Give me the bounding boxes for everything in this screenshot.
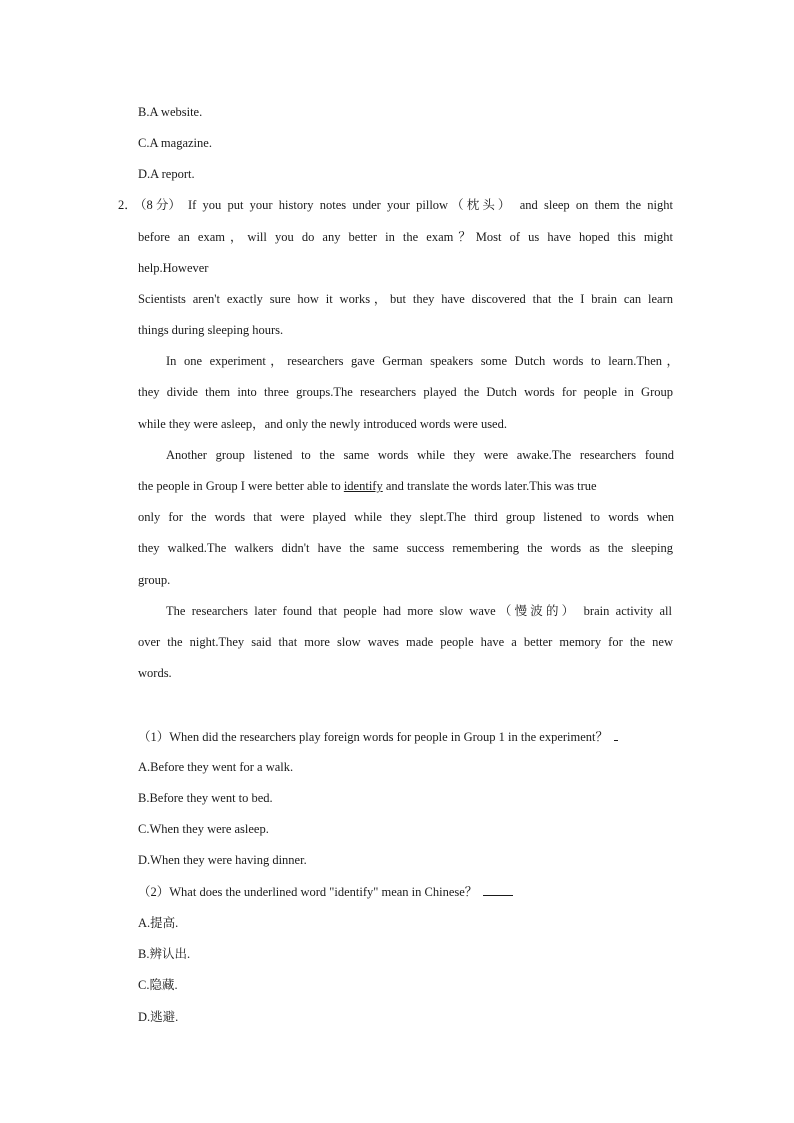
question-points: （8 分） — [134, 198, 181, 212]
paragraph-line: they walked.The walkers didn't have the same success remembering the words as the sleeping — [138, 541, 673, 555]
paragraph-line: The researchers later found that people had more slow wave（慢波的） brain activity all — [166, 604, 672, 618]
answer-blank[interactable] — [614, 728, 618, 741]
paragraph-line: over the night.They said that more slow waves made people have a better memory for the new — [138, 635, 673, 649]
stem-line: things during sleeping hours. — [138, 323, 284, 337]
sub-question-1 — [138, 728, 618, 745]
sub2-option-c: C.隐藏. — [138, 978, 178, 992]
paragraph-line: they divide them into three groups.The researchers played the Dutch words for people in Group — [138, 385, 673, 399]
stem-line: Scientists aren't exactly sure how it works，but they have discovered that the I brain can learn — [138, 292, 673, 306]
stem-line: before an exam，will you do any better in the exam？Most of us have hoped this might — [138, 230, 673, 244]
text-run: and translate the words later.This was true — [382, 479, 597, 493]
option-c: C.A magazine. — [138, 136, 212, 150]
sub-question-2 — [138, 884, 513, 900]
answer-blank[interactable] — [483, 884, 513, 896]
paragraph-line: while they were asleep，and only the newly introduced words were used. — [138, 417, 507, 431]
question-number: 2． — [118, 198, 137, 212]
sub2-option-d: D.逃避. — [138, 1010, 179, 1024]
underlined-word: identify — [343, 479, 383, 493]
sub-question-text: （1）When did the researchers play foreign words for people in Group 1 in the experiment？ — [138, 730, 608, 744]
sub1-option-c: C.When they were asleep. — [138, 822, 269, 836]
paragraph-line: Another group listened to the same words while they were awake.The researchers found — [166, 448, 674, 462]
sub2-option-a: A.提高. — [138, 916, 179, 930]
option-d: D.A report. — [138, 167, 195, 181]
paragraph-line: In one experiment，researchers gave German speakers some Dutch words to learn.Then， — [166, 354, 679, 368]
paragraph-line — [138, 478, 597, 494]
stem-line: help.However — [138, 261, 209, 275]
stem-line: If you put your history notes under your pillow（枕头） and sleep on them the night — [188, 198, 673, 212]
sub-question-text: （2）What does the underlined word "identify" mean in Chinese？ — [138, 885, 478, 899]
paragraph-line: only for the words that were played while they slept.The third group listened to words when — [138, 510, 674, 524]
paragraph-line: words. — [138, 666, 172, 680]
sub1-option-d: D.When they were having dinner. — [138, 853, 307, 867]
text-run: the people in Group I were better able to — [138, 479, 344, 493]
paragraph-line: group. — [138, 573, 171, 587]
sub1-option-a: A.Before they went for a walk. — [138, 760, 294, 774]
sub2-option-b: B.辨认出. — [138, 947, 191, 961]
option-b: B.A website. — [138, 105, 203, 119]
sub1-option-b: B.Before they went to bed. — [138, 791, 273, 805]
